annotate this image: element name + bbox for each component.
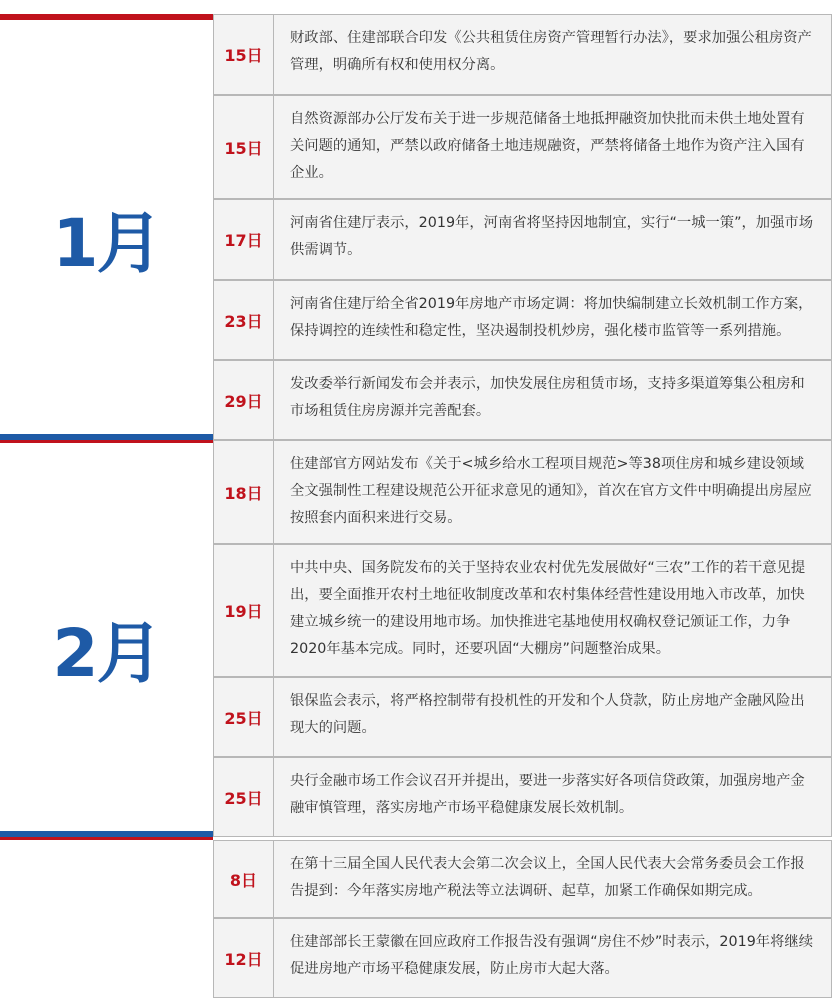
list-item	[213, 757, 832, 837]
entry-text: 河南省住建厅表示，2019年，河南省将坚持因地制宜，实行“一城一策”，加强市场供需调节。	[273, 199, 832, 280]
list-item	[213, 14, 832, 95]
entry-text: 财政部、住建部联合印发《公共租赁住房资产管理暂行办法》，要求加强公租房资产管理，明确所有权和使用权分离。	[273, 14, 832, 95]
entry-text: 自然资源部办公厅发布关于进一步规范储备土地抵押融资加快批而未供土地处置有关问题的通知，严禁以政府储备土地违规融资，严禁将储备土地作为资产注入国有企业。	[273, 95, 832, 199]
entry-day: 23日	[213, 280, 273, 360]
entry-text: 河南省住建厅给全省2019年房地产市场定调：将加快编制建立长效机制工作方案，保持调控的连续性和稳定性，坚决遏制投机炒房，强化楼市监管等一系列措施。	[273, 280, 832, 360]
entry-text: 中共中央、国务院发布的关于坚持农业农村优先发展做好“三农”工作的若干意见提出，要全面推开农村土地征收制度改革和农村集体经营性建设用地入市改革，加快建立城乡统一的建设用地市场。加快推进宅基地使用权确权登记颁证工作，力争2020年基本完成。同时，还要巩固“大棚房”问题整治成果。	[273, 544, 832, 677]
entry-text: 在第十三届全国人民代表大会第二次会议上，全国人民代表大会常务委员会工作报告提到：今年落实房地产税法等立法调研、起草，加紧工作确保如期完成。	[273, 840, 832, 918]
entry-text: 银保监会表示，将严格控制带有投机性的开发和个人贷款，防止房地产金融风险出现大的问题。	[273, 677, 832, 757]
month-divider-2-red	[0, 440, 213, 443]
entry-day: 15日	[213, 95, 273, 199]
list-item	[213, 544, 832, 677]
entry-day: 25日	[213, 757, 273, 837]
entry-day: 15日	[213, 14, 273, 95]
entry-text: 央行金融市场工作会议召开并提出，要进一步落实好各项信贷政策，加强房地产金融审慎管理，落实房地产市场平稳健康发展长效机制。	[273, 757, 832, 837]
entry-day: 29日	[213, 360, 273, 440]
month-label-1: 1月	[52, 205, 161, 282]
entry-day: 12日	[213, 918, 273, 998]
month-divider-1	[0, 14, 213, 20]
entry-day: 18日	[213, 440, 273, 544]
entry-text: 住建部部长王蒙徽在回应政府工作报告没有强调“房住不炒”时表示，2019年将继续促进房地产市场平稳健康发展，防止房市大起大落。	[273, 918, 832, 998]
entry-day: 25日	[213, 677, 273, 757]
list-item	[213, 440, 832, 544]
list-item	[213, 360, 832, 440]
entry-text: 发改委举行新闻发布会并表示，加快发展住房租赁市场，支持多渠道筹集公租房和市场租赁住房房源并完善配套。	[273, 360, 832, 440]
entry-day: 8日	[213, 840, 273, 918]
list-item	[213, 840, 832, 918]
month-label-2: 2月	[52, 615, 161, 692]
list-item	[213, 199, 832, 280]
list-item	[213, 677, 832, 757]
entry-day: 17日	[213, 199, 273, 280]
list-item	[213, 95, 832, 199]
entry-text: 住建部官方网站发布《关于<城乡给水工程项目规范>等38项住房和城乡建设领域全文强制性工程建设规范公开征求意见的通知》，首次在官方文件中明确提出房屋应按照套内面积来进行交易。	[273, 440, 832, 544]
list-item	[213, 280, 832, 360]
list-item	[213, 918, 832, 998]
month-divider-3-red	[0, 837, 213, 840]
entry-day: 19日	[213, 544, 273, 677]
